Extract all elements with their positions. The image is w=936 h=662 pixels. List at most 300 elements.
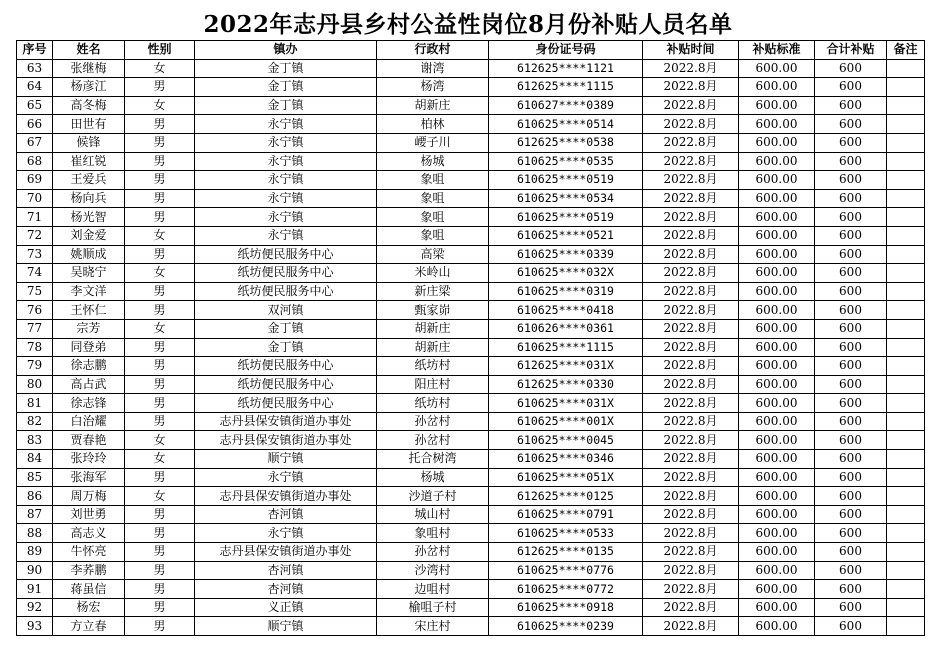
cell-remarks <box>887 431 925 450</box>
cell-index: 72 <box>17 226 53 245</box>
header-name: 姓名 <box>53 41 125 60</box>
cell-gender: 女 <box>125 450 195 469</box>
cell-subsidy-time: 2022.8月 <box>643 319 739 338</box>
cell-id-number: 612625****1115 <box>489 78 643 97</box>
cell-total-subsidy: 600 <box>815 412 887 431</box>
cell-index: 93 <box>17 617 53 636</box>
cell-total-subsidy: 600 <box>815 394 887 413</box>
cell-subsidy-time: 2022.8月 <box>643 357 739 376</box>
cell-name: 刘世勇 <box>53 505 125 524</box>
cell-remarks <box>887 561 925 580</box>
cell-subsidy-time: 2022.8月 <box>643 78 739 97</box>
cell-name: 高冬梅 <box>53 96 125 115</box>
cell-index: 78 <box>17 338 53 357</box>
cell-subsidy-standard: 600.00 <box>739 375 815 394</box>
cell-name: 王怀仁 <box>53 301 125 320</box>
cell-remarks <box>887 226 925 245</box>
table-row <box>17 152 925 171</box>
cell-subsidy-time: 2022.8月 <box>643 264 739 283</box>
cell-total-subsidy: 600 <box>815 580 887 599</box>
cell-village: 阳庄村 <box>377 375 489 394</box>
cell-gender: 男 <box>125 115 195 134</box>
cell-subsidy-standard: 600.00 <box>739 171 815 190</box>
cell-remarks <box>887 598 925 617</box>
cell-subsidy-standard: 600.00 <box>739 598 815 617</box>
table-row <box>17 133 925 152</box>
cell-gender: 女 <box>125 96 195 115</box>
cell-village: 孙岔村 <box>377 543 489 562</box>
cell-village: 杨城 <box>377 468 489 487</box>
table-header-row <box>17 41 925 60</box>
cell-subsidy-standard: 600.00 <box>739 431 815 450</box>
cell-town: 杏河镇 <box>195 505 377 524</box>
cell-total-subsidy: 600 <box>815 264 887 283</box>
cell-remarks <box>887 543 925 562</box>
header-village: 行政村 <box>377 41 489 60</box>
cell-id-number: 612625****0125 <box>489 487 643 506</box>
cell-subsidy-standard: 600.00 <box>739 152 815 171</box>
cell-subsidy-time: 2022.8月 <box>643 301 739 320</box>
cell-village: 边咀村 <box>377 580 489 599</box>
cell-total-subsidy: 600 <box>815 357 887 376</box>
table-row <box>17 394 925 413</box>
cell-gender: 男 <box>125 245 195 264</box>
cell-village: 城山村 <box>377 505 489 524</box>
cell-total-subsidy: 600 <box>815 375 887 394</box>
cell-name: 同登弟 <box>53 338 125 357</box>
cell-town: 志丹县保安镇街道办事处 <box>195 543 377 562</box>
cell-village: 象咀 <box>377 208 489 227</box>
header-gender: 性别 <box>125 41 195 60</box>
cell-index: 91 <box>17 580 53 599</box>
table-row <box>17 524 925 543</box>
cell-town: 纸坊便民服务中心 <box>195 357 377 376</box>
cell-subsidy-standard: 600.00 <box>739 319 815 338</box>
cell-town: 顺宁镇 <box>195 617 377 636</box>
cell-total-subsidy: 600 <box>815 133 887 152</box>
cell-index: 88 <box>17 524 53 543</box>
cell-index: 92 <box>17 598 53 617</box>
cell-town: 金丁镇 <box>195 96 377 115</box>
table-row <box>17 487 925 506</box>
cell-gender: 女 <box>125 264 195 283</box>
cell-total-subsidy: 600 <box>815 208 887 227</box>
cell-index: 75 <box>17 282 53 301</box>
cell-village: 纸坊村 <box>377 357 489 376</box>
cell-subsidy-time: 2022.8月 <box>643 208 739 227</box>
cell-subsidy-time: 2022.8月 <box>643 59 739 78</box>
cell-id-number: 610625****051X <box>489 468 643 487</box>
cell-name: 杨彦江 <box>53 78 125 97</box>
cell-subsidy-time: 2022.8月 <box>643 375 739 394</box>
cell-gender: 男 <box>125 561 195 580</box>
cell-subsidy-standard: 600.00 <box>739 226 815 245</box>
cell-name: 刘金爱 <box>53 226 125 245</box>
cell-subsidy-standard: 600.00 <box>739 450 815 469</box>
cell-remarks <box>887 282 925 301</box>
cell-remarks <box>887 115 925 134</box>
cell-gender: 男 <box>125 412 195 431</box>
cell-name: 宗芳 <box>53 319 125 338</box>
cell-total-subsidy: 600 <box>815 450 887 469</box>
cell-remarks <box>887 96 925 115</box>
cell-subsidy-time: 2022.8月 <box>643 412 739 431</box>
cell-remarks <box>887 152 925 171</box>
cell-gender: 女 <box>125 59 195 78</box>
cell-subsidy-time: 2022.8月 <box>643 189 739 208</box>
cell-subsidy-time: 2022.8月 <box>643 524 739 543</box>
cell-remarks <box>887 78 925 97</box>
cell-gender: 男 <box>125 598 195 617</box>
table-row <box>17 357 925 376</box>
cell-index: 63 <box>17 59 53 78</box>
cell-subsidy-standard: 600.00 <box>739 59 815 78</box>
cell-village: 柏林 <box>377 115 489 134</box>
cell-index: 86 <box>17 487 53 506</box>
cell-village: 沙道子村 <box>377 487 489 506</box>
cell-remarks <box>887 450 925 469</box>
cell-id-number: 610625****0346 <box>489 450 643 469</box>
table-row <box>17 598 925 617</box>
cell-subsidy-time: 2022.8月 <box>643 617 739 636</box>
cell-gender: 女 <box>125 431 195 450</box>
table-row <box>17 505 925 524</box>
cell-remarks <box>887 412 925 431</box>
cell-gender: 男 <box>125 208 195 227</box>
cell-remarks <box>887 133 925 152</box>
cell-index: 82 <box>17 412 53 431</box>
cell-town: 纸坊便民服务中心 <box>195 245 377 264</box>
cell-subsidy-time: 2022.8月 <box>643 282 739 301</box>
cell-town: 纸坊便民服务中心 <box>195 264 377 283</box>
cell-subsidy-time: 2022.8月 <box>643 487 739 506</box>
cell-id-number: 610625****0533 <box>489 524 643 543</box>
table-row <box>17 543 925 562</box>
cell-gender: 男 <box>125 357 195 376</box>
subsidy-table <box>16 40 925 636</box>
table-row <box>17 450 925 469</box>
cell-town: 永宁镇 <box>195 524 377 543</box>
cell-gender: 男 <box>125 152 195 171</box>
cell-index: 83 <box>17 431 53 450</box>
cell-subsidy-time: 2022.8月 <box>643 226 739 245</box>
cell-index: 76 <box>17 301 53 320</box>
cell-total-subsidy: 600 <box>815 319 887 338</box>
cell-name: 牛怀亮 <box>53 543 125 562</box>
cell-subsidy-standard: 600.00 <box>739 543 815 562</box>
cell-name: 蒋虽信 <box>53 580 125 599</box>
cell-total-subsidy: 600 <box>815 524 887 543</box>
cell-index: 74 <box>17 264 53 283</box>
cell-gender: 男 <box>125 617 195 636</box>
cell-remarks <box>887 319 925 338</box>
cell-index: 90 <box>17 561 53 580</box>
table-row <box>17 208 925 227</box>
table-row <box>17 338 925 357</box>
cell-total-subsidy: 600 <box>815 282 887 301</box>
cell-gender: 男 <box>125 524 195 543</box>
table-row <box>17 59 925 78</box>
cell-index: 71 <box>17 208 53 227</box>
cell-total-subsidy: 600 <box>815 226 887 245</box>
cell-name: 贾春艳 <box>53 431 125 450</box>
cell-id-number: 610625****031X <box>489 394 643 413</box>
cell-index: 87 <box>17 505 53 524</box>
cell-name: 李荞鹏 <box>53 561 125 580</box>
cell-index: 85 <box>17 468 53 487</box>
cell-subsidy-standard: 600.00 <box>739 468 815 487</box>
cell-name: 方立春 <box>53 617 125 636</box>
cell-town: 顺宁镇 <box>195 450 377 469</box>
cell-village: 新庄梁 <box>377 282 489 301</box>
cell-subsidy-time: 2022.8月 <box>643 152 739 171</box>
cell-index: 66 <box>17 115 53 134</box>
cell-gender: 男 <box>125 282 195 301</box>
cell-name: 崔红锐 <box>53 152 125 171</box>
cell-name: 杨宏 <box>53 598 125 617</box>
cell-id-number: 610625****032X <box>489 264 643 283</box>
cell-name: 吴晓宁 <box>53 264 125 283</box>
cell-name: 杨向兵 <box>53 189 125 208</box>
cell-name: 候锋 <box>53 133 125 152</box>
cell-subsidy-time: 2022.8月 <box>643 431 739 450</box>
cell-id-number: 610627****0389 <box>489 96 643 115</box>
cell-subsidy-standard: 600.00 <box>739 412 815 431</box>
table-row <box>17 561 925 580</box>
cell-subsidy-time: 2022.8月 <box>643 115 739 134</box>
cell-total-subsidy: 600 <box>815 431 887 450</box>
header-town: 镇办 <box>195 41 377 60</box>
table-row <box>17 245 925 264</box>
cell-id-number: 610625****0339 <box>489 245 643 264</box>
cell-remarks <box>887 208 925 227</box>
cell-gender: 男 <box>125 505 195 524</box>
cell-id-number: 612625****0135 <box>489 543 643 562</box>
table-row <box>17 617 925 636</box>
cell-subsidy-time: 2022.8月 <box>643 543 739 562</box>
header-index: 序号 <box>17 41 53 60</box>
cell-id-number: 612625****0330 <box>489 375 643 394</box>
cell-id-number: 612625****031X <box>489 357 643 376</box>
cell-total-subsidy: 600 <box>815 617 887 636</box>
cell-name: 张海军 <box>53 468 125 487</box>
cell-village: 象咀村 <box>377 524 489 543</box>
cell-id-number: 610625****0534 <box>489 189 643 208</box>
cell-index: 64 <box>17 78 53 97</box>
cell-index: 77 <box>17 319 53 338</box>
header-total-subsidy: 合计补贴 <box>815 41 887 60</box>
cell-gender: 男 <box>125 301 195 320</box>
cell-remarks <box>887 617 925 636</box>
header-id-number: 身份证号码 <box>489 41 643 60</box>
cell-village: 杨湾 <box>377 78 489 97</box>
table-row <box>17 412 925 431</box>
cell-id-number: 610625****0918 <box>489 598 643 617</box>
table-row <box>17 78 925 97</box>
cell-id-number: 610625****0319 <box>489 282 643 301</box>
cell-gender: 男 <box>125 171 195 190</box>
cell-index: 73 <box>17 245 53 264</box>
cell-id-number: 610625****0776 <box>489 561 643 580</box>
cell-remarks <box>887 524 925 543</box>
cell-total-subsidy: 600 <box>815 543 887 562</box>
cell-gender: 男 <box>125 543 195 562</box>
cell-subsidy-time: 2022.8月 <box>643 598 739 617</box>
cell-gender: 男 <box>125 580 195 599</box>
cell-index: 80 <box>17 375 53 394</box>
cell-village: 米岭山 <box>377 264 489 283</box>
cell-id-number: 610625****0521 <box>489 226 643 245</box>
cell-name: 高志义 <box>53 524 125 543</box>
cell-subsidy-standard: 600.00 <box>739 357 815 376</box>
table-row <box>17 580 925 599</box>
cell-id-number: 610625****001X <box>489 412 643 431</box>
cell-town: 永宁镇 <box>195 468 377 487</box>
cell-name: 张玲玲 <box>53 450 125 469</box>
cell-village: 托合树湾 <box>377 450 489 469</box>
cell-remarks <box>887 189 925 208</box>
cell-town: 永宁镇 <box>195 208 377 227</box>
cell-remarks <box>887 338 925 357</box>
table-row <box>17 96 925 115</box>
cell-index: 79 <box>17 357 53 376</box>
cell-subsidy-time: 2022.8月 <box>643 245 739 264</box>
cell-subsidy-time: 2022.8月 <box>643 450 739 469</box>
cell-id-number: 610625****0514 <box>489 115 643 134</box>
cell-subsidy-standard: 600.00 <box>739 580 815 599</box>
cell-gender: 女 <box>125 319 195 338</box>
cell-index: 65 <box>17 96 53 115</box>
cell-town: 金丁镇 <box>195 319 377 338</box>
cell-town: 永宁镇 <box>195 189 377 208</box>
cell-remarks <box>887 468 925 487</box>
cell-subsidy-standard: 600.00 <box>739 264 815 283</box>
cell-village: 崾子川 <box>377 133 489 152</box>
cell-subsidy-time: 2022.8月 <box>643 561 739 580</box>
cell-remarks <box>887 394 925 413</box>
cell-name: 田世有 <box>53 115 125 134</box>
table-row <box>17 375 925 394</box>
cell-total-subsidy: 600 <box>815 96 887 115</box>
cell-total-subsidy: 600 <box>815 78 887 97</box>
table-row <box>17 468 925 487</box>
cell-village: 胡新庄 <box>377 319 489 338</box>
cell-index: 84 <box>17 450 53 469</box>
cell-town: 双河镇 <box>195 301 377 320</box>
cell-village: 孙岔村 <box>377 431 489 450</box>
cell-remarks <box>887 357 925 376</box>
cell-name: 高占武 <box>53 375 125 394</box>
cell-subsidy-time: 2022.8月 <box>643 468 739 487</box>
cell-subsidy-standard: 600.00 <box>739 394 815 413</box>
cell-id-number: 610625****0772 <box>489 580 643 599</box>
table-row <box>17 264 925 283</box>
cell-town: 杏河镇 <box>195 580 377 599</box>
cell-name: 杨光智 <box>53 208 125 227</box>
cell-subsidy-time: 2022.8月 <box>643 133 739 152</box>
cell-town: 纸坊便民服务中心 <box>195 375 377 394</box>
cell-id-number: 610625****0519 <box>489 208 643 227</box>
cell-gender: 男 <box>125 133 195 152</box>
cell-subsidy-time: 2022.8月 <box>643 580 739 599</box>
cell-subsidy-standard: 600.00 <box>739 524 815 543</box>
cell-town: 永宁镇 <box>195 115 377 134</box>
cell-subsidy-standard: 600.00 <box>739 282 815 301</box>
cell-id-number: 610625****0045 <box>489 431 643 450</box>
cell-total-subsidy: 600 <box>815 598 887 617</box>
table-row <box>17 226 925 245</box>
cell-gender: 女 <box>125 487 195 506</box>
cell-remarks <box>887 264 925 283</box>
cell-subsidy-standard: 600.00 <box>739 301 815 320</box>
cell-index: 70 <box>17 189 53 208</box>
cell-gender: 男 <box>125 78 195 97</box>
cell-total-subsidy: 600 <box>815 189 887 208</box>
cell-town: 纸坊便民服务中心 <box>195 282 377 301</box>
cell-subsidy-standard: 600.00 <box>739 96 815 115</box>
table-row <box>17 301 925 320</box>
cell-remarks <box>887 487 925 506</box>
cell-gender: 男 <box>125 468 195 487</box>
cell-village: 象咀 <box>377 189 489 208</box>
cell-id-number: 610625****1115 <box>489 338 643 357</box>
cell-total-subsidy: 600 <box>815 505 887 524</box>
cell-total-subsidy: 600 <box>815 152 887 171</box>
cell-index: 68 <box>17 152 53 171</box>
cell-gender: 男 <box>125 375 195 394</box>
cell-village: 纸坊村 <box>377 394 489 413</box>
table-row <box>17 431 925 450</box>
cell-total-subsidy: 600 <box>815 561 887 580</box>
cell-remarks <box>887 301 925 320</box>
cell-town: 永宁镇 <box>195 171 377 190</box>
table-row <box>17 171 925 190</box>
cell-total-subsidy: 600 <box>815 338 887 357</box>
cell-subsidy-time: 2022.8月 <box>643 171 739 190</box>
cell-remarks <box>887 375 925 394</box>
cell-total-subsidy: 600 <box>815 468 887 487</box>
cell-gender: 女 <box>125 226 195 245</box>
cell-subsidy-standard: 600.00 <box>739 245 815 264</box>
table-row <box>17 282 925 301</box>
cell-remarks <box>887 59 925 78</box>
cell-total-subsidy: 600 <box>815 301 887 320</box>
cell-subsidy-standard: 600.00 <box>739 115 815 134</box>
cell-index: 67 <box>17 133 53 152</box>
cell-town: 志丹县保安镇街道办事处 <box>195 431 377 450</box>
cell-index: 89 <box>17 543 53 562</box>
cell-id-number: 612625****1121 <box>489 59 643 78</box>
cell-gender: 男 <box>125 338 195 357</box>
cell-town: 金丁镇 <box>195 59 377 78</box>
cell-name: 徐志锋 <box>53 394 125 413</box>
cell-id-number: 610625****0535 <box>489 152 643 171</box>
cell-name: 张继梅 <box>53 59 125 78</box>
cell-subsidy-time: 2022.8月 <box>643 505 739 524</box>
cell-total-subsidy: 600 <box>815 245 887 264</box>
cell-remarks <box>887 245 925 264</box>
cell-name: 姚顺成 <box>53 245 125 264</box>
cell-gender: 男 <box>125 189 195 208</box>
cell-village: 胡新庄 <box>377 96 489 115</box>
cell-town: 永宁镇 <box>195 133 377 152</box>
cell-subsidy-standard: 600.00 <box>739 617 815 636</box>
cell-name: 李文洋 <box>53 282 125 301</box>
cell-town: 永宁镇 <box>195 226 377 245</box>
cell-id-number: 610626****0361 <box>489 319 643 338</box>
cell-town: 杏河镇 <box>195 561 377 580</box>
cell-total-subsidy: 600 <box>815 59 887 78</box>
